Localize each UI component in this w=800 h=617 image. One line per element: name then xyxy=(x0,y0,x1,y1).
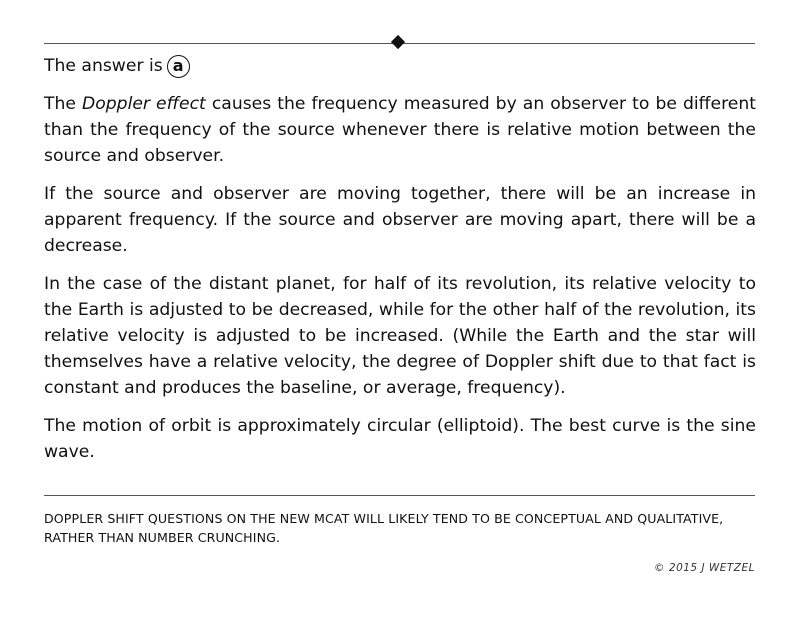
footer-note: DOPPLER SHIFT QUESTIONS ON THE NEW MCAT WILL LIKELY TEND TO BE CONCEPTUAL AND QUALITATIVE, RATHER THAN NUMBER CRUNCHING. xyxy=(44,511,724,545)
answer-choice-badge: a xyxy=(167,55,190,78)
paragraph-doppler-definition xyxy=(44,91,756,169)
copyright-notice: © 2015 J WETZEL xyxy=(654,562,755,574)
bottom-divider xyxy=(44,495,755,496)
paragraph-orbit-motion: The motion of orbit is approximately circular (elliptoid). The best curve is the sine wave. xyxy=(44,416,756,462)
answer-line xyxy=(44,53,756,79)
diamond-ornament-icon xyxy=(391,35,405,49)
doppler-effect-term: Doppler effect xyxy=(82,94,206,114)
paragraph-planet-case: In the case of the distant planet, for half of its revolution, its relative velocity to the Earth is adjusted to be decreased, while for the other half of the revolution, its relative velocity is adjusted to be increased. (While the Earth and the star will themselves have a relative velocity, the degree of Doppler shift due to that fact is constant and produces the baseline, or average, frequency). xyxy=(44,274,756,398)
paragraph-motion-direction: If the source and observer are moving together, there will be an increase in apparent frequency. If the source and observer are moving apart, there will be a decrease. xyxy=(44,184,756,256)
answer-explanation xyxy=(44,53,756,477)
paragraph-rest: causes the frequency measured by an observer to be different than the frequency of the source whenever there is relative motion between the source and observer. xyxy=(44,94,756,166)
answer-prefix: The answer is xyxy=(44,56,163,76)
paragraph-lead: The xyxy=(44,94,83,114)
